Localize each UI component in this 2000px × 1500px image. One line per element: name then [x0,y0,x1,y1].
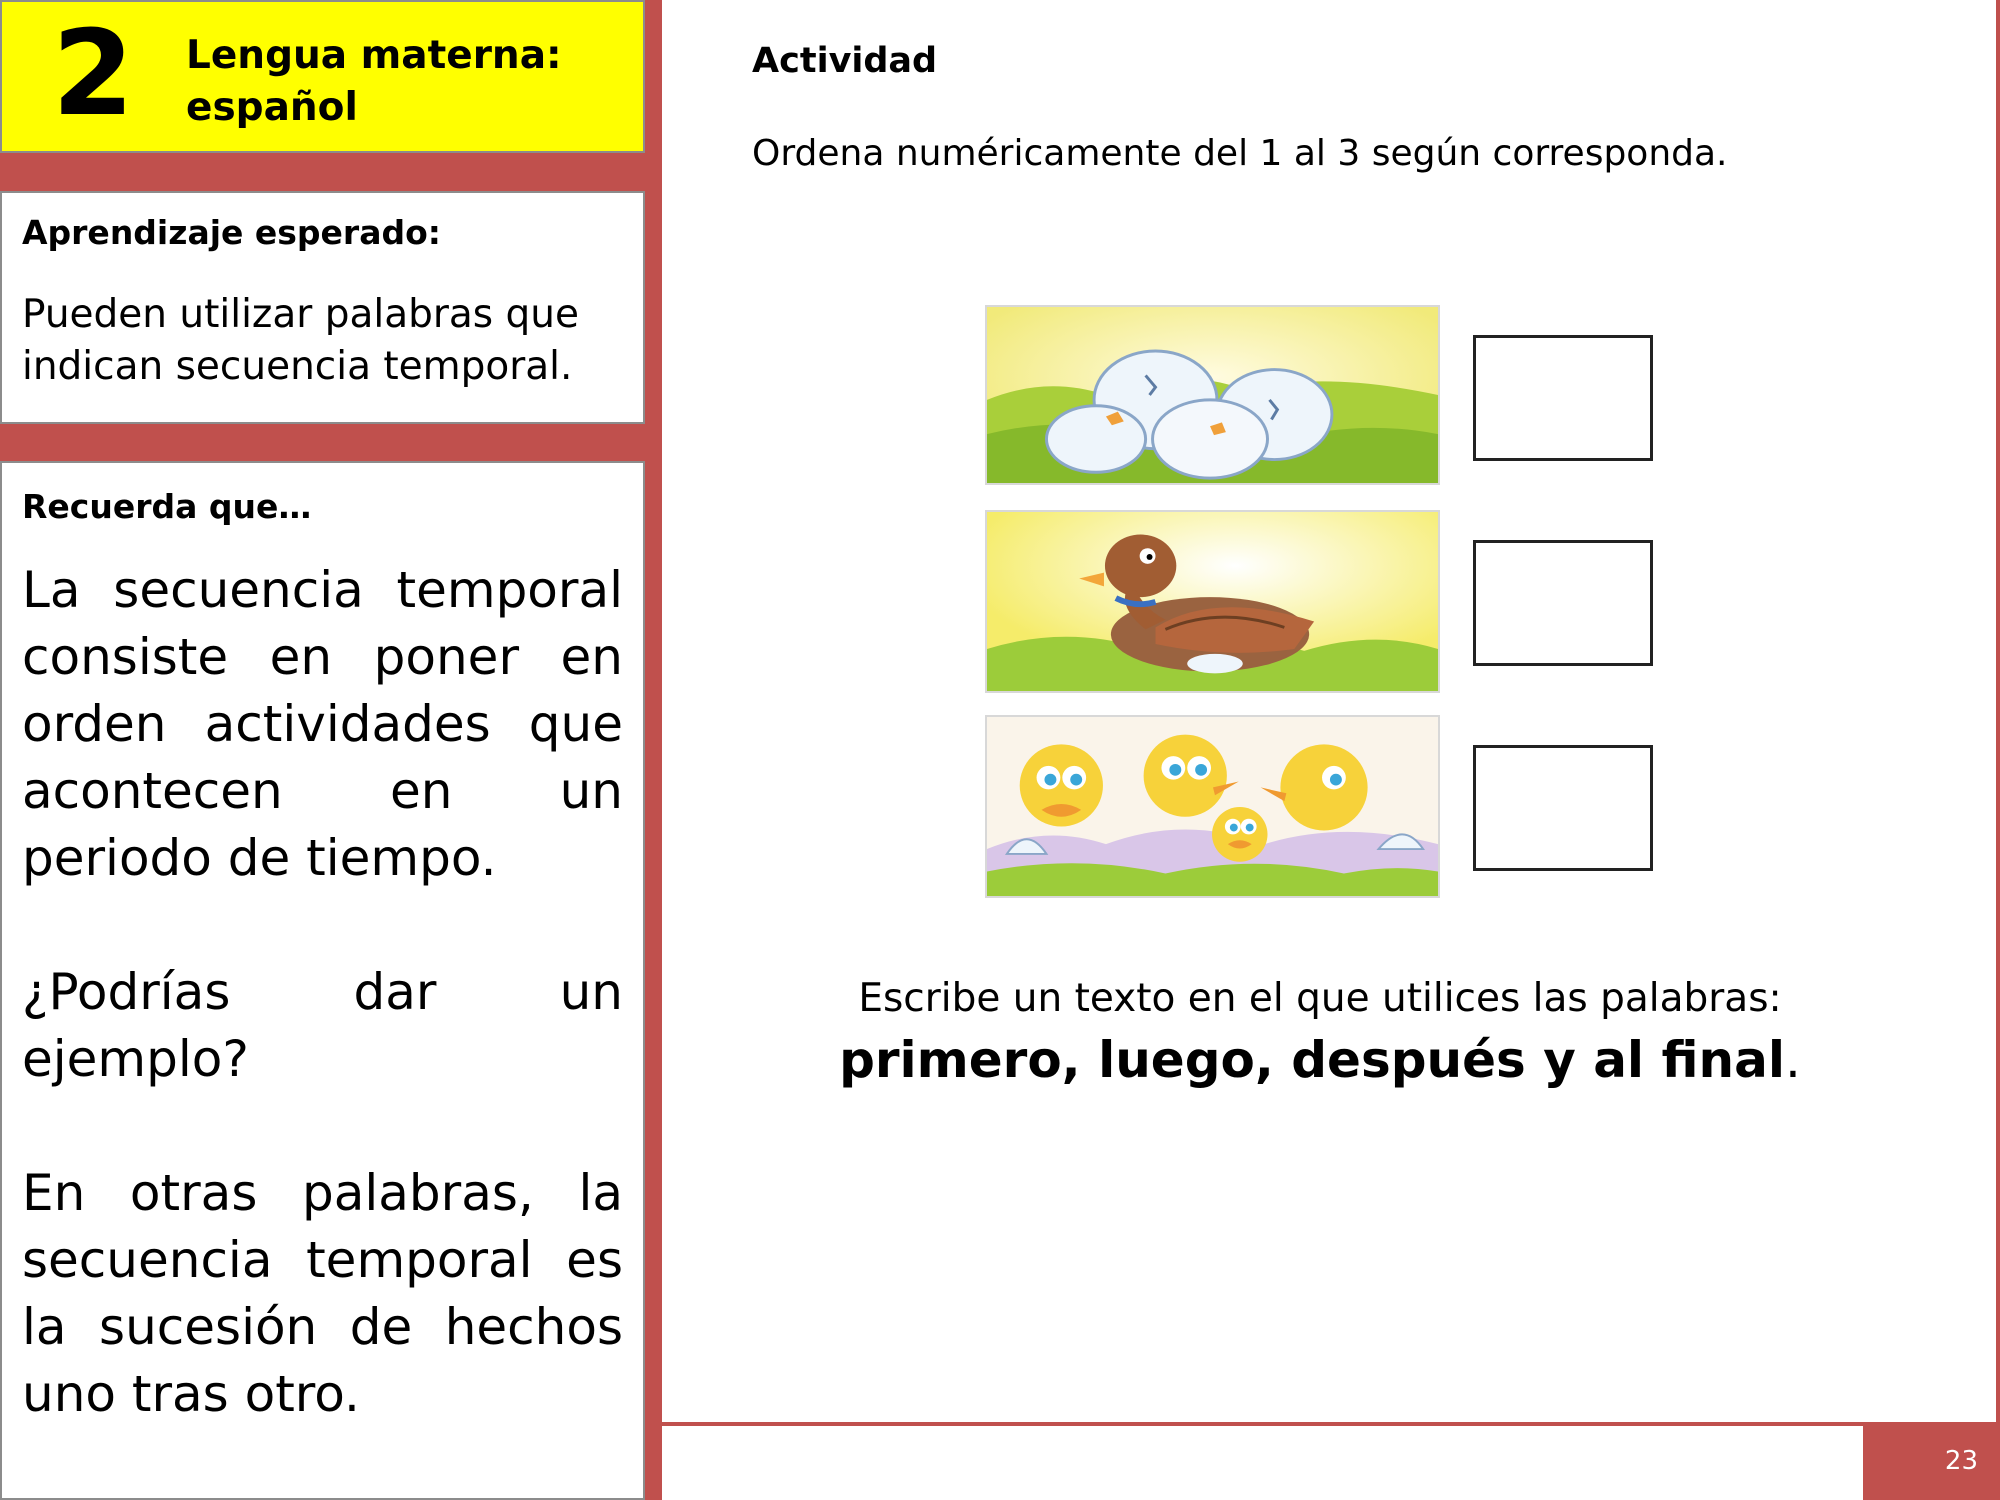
remember-heading: Recuerda que… [22,487,312,526]
page-number-box [1863,1426,2000,1500]
key-words: primero, luego, después y al final [839,1031,1786,1089]
page-number: 23 [1944,1446,1978,1476]
duck-on-nest-image [985,510,1440,693]
answer-box-1[interactable] [1473,335,1653,461]
expected-learning-text: Pueden utilizar palabras que indican secuencia temporal. [22,292,579,389]
unit-number: 2 [52,4,135,142]
expected-learning-box [0,191,645,424]
eggs-in-nest-image [985,305,1440,485]
key-words-period: . [1785,1031,1801,1089]
activity-instruction: Ordena numéricamente del 1 al 3 según corresponda. [752,133,1728,174]
write-instruction: Escribe un texto en el que utilices las palabras: [858,976,1782,1021]
remember-paragraph: La secuencia temporal consiste en poner en orden actividades que acontecen en un periodo de tiempo. [22,561,623,887]
remember-paragraph: En otras palabras, la secuencia temporal es la sucesión de hechos uno tras otro. [22,1164,623,1423]
unit-header [0,0,645,153]
answer-box-2[interactable] [1473,540,1653,666]
key-words-line [760,1027,1880,1093]
activity-panel [662,0,2000,1426]
remember-question: ¿Podrías dar un ejemplo? [22,963,623,1088]
expected-learning-heading: Aprendizaje esperado: [22,213,441,252]
footer-strip [662,1430,2000,1500]
subject-title: Lengua materna: español [186,33,562,130]
answer-box-3[interactable] [1473,745,1653,871]
remember-box [0,461,645,1500]
activity-title: Actividad [752,41,938,81]
ducklings-image [985,715,1440,898]
